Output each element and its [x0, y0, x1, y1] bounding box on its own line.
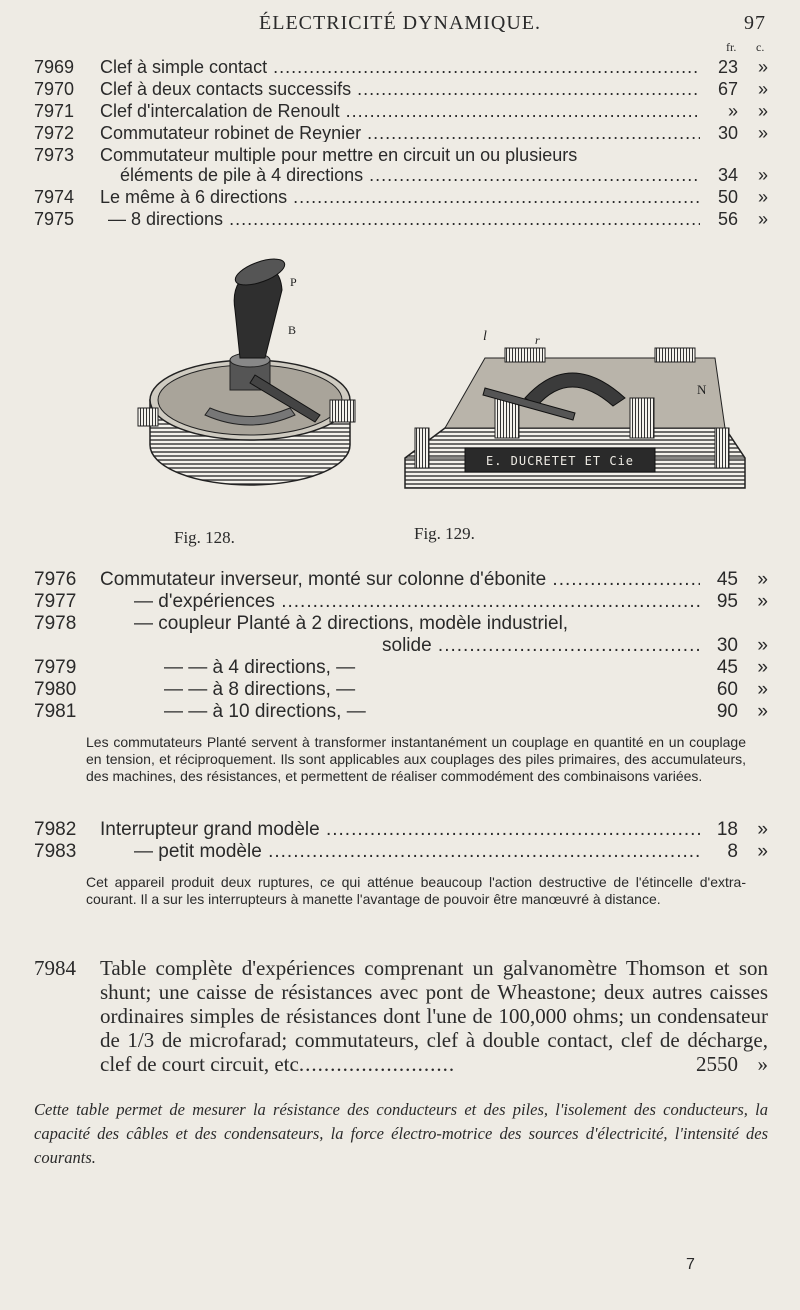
column-header-fr: fr.: [726, 40, 737, 54]
item-price-centimes: »: [757, 209, 768, 229]
page-header: [0, 12, 800, 36]
item-price-centimes: »: [757, 101, 768, 121]
item-price-centimes: »: [757, 569, 768, 590]
item-price-francs: »: [727, 101, 738, 121]
item-description: — — à 4 directions, —: [164, 658, 356, 678]
item-description: solide .....: [382, 636, 700, 656]
item-price-centimes: »: [757, 591, 768, 612]
figure-129-illustration: [385, 318, 765, 518]
item-description: éléments de pile à 4 directions .....: [120, 166, 700, 184]
list-item: [34, 820, 768, 840]
item-price-centimes: »: [757, 79, 768, 99]
item-price-francs: 95: [716, 591, 738, 612]
item-description: — — à 10 directions, —: [164, 702, 366, 722]
item-description: Commutateur multiple pour mettre en circuit un ou plusieurs: [100, 146, 578, 164]
item-number: 7980: [34, 679, 77, 700]
figure-129-label-n: N: [697, 382, 707, 397]
item-price-centimes: »: [757, 819, 768, 840]
signature-mark: 7: [686, 1256, 695, 1273]
price-wrap: [696, 1052, 768, 1076]
note-table: Cette table permet de mesurer la résistance des conducteurs et des piles, l'isolement des conducteurs, la capacité des câbles et des condensateurs, la force électro-motrice des sources d'électricité, l'intensité des courants.: [34, 1100, 768, 1167]
item-description: Clef d'intercalation de Renoult .....: [100, 102, 700, 120]
list-item: [34, 842, 768, 862]
item-price-francs: 23: [717, 57, 738, 77]
item-description: Clef à simple contact .....: [100, 58, 700, 76]
figure-129-nameplate: E. DUCRETET ET Cie: [485, 454, 635, 468]
item-description: Commutateur inverseur, monté sur colonne d'ébonite .....: [100, 570, 700, 590]
item-number: 7974: [34, 187, 75, 207]
item-price-centimes: »: [757, 841, 768, 862]
item-description: Interrupteur grand modèle .....: [100, 820, 700, 840]
list-item-continuation: [34, 636, 768, 656]
item-price-francs: 60: [716, 679, 738, 700]
item-description: Le même à 6 directions .....: [100, 188, 700, 206]
item-description-text: Table complète d'expériences comprenant un galvanomètre Thomson et son shunt; une caisse de résistances avec pont de Wheastone; deux autres caisses ordinaires simples de résistances dont l'une de 100,000 ohms; un condensateur de 1/3 de microfarad; commutateurs, clef à double contact, clef de décharge, clef de court circuit, etc: [100, 956, 768, 1076]
item-number: 7983: [34, 841, 77, 862]
list-item: [34, 188, 768, 206]
item-description: — — à 8 directions, —: [164, 680, 356, 700]
item-price-francs: 67: [717, 79, 738, 99]
item-price-francs: 8: [727, 841, 738, 862]
list-item: [34, 614, 768, 634]
item-price-francs: 45: [716, 569, 738, 590]
item-price-centimes: »: [757, 187, 768, 207]
column-header-c: c.: [756, 40, 765, 54]
item-description: — 8 directions .....: [108, 210, 700, 228]
leader-dots: .........................: [298, 1052, 456, 1076]
list-item: [34, 102, 768, 120]
item-number: 7972: [34, 123, 75, 143]
item-number: 7978: [34, 613, 77, 634]
item-number: 7970: [34, 79, 75, 99]
item-number: 7971: [34, 101, 75, 121]
list-item: [34, 658, 768, 678]
item-price-francs: 90: [716, 701, 738, 722]
item-description: — coupleur Planté à 2 directions, modèle industriel,: [134, 614, 569, 634]
figure-129-label-r: r: [535, 333, 540, 347]
item-price-centimes: »: [757, 657, 768, 678]
item-number: 7975: [34, 209, 75, 229]
item-price-francs: 45: [716, 657, 738, 678]
figure-128-illustration: [130, 250, 370, 520]
figure-129-caption: Fig. 129.: [414, 524, 475, 543]
figure-128-label-p: P: [290, 275, 297, 289]
item-price-francs: 2550: [696, 1052, 738, 1076]
list-item: [34, 570, 768, 590]
item-price-centimes: »: [757, 165, 768, 185]
page-number: 97: [744, 12, 766, 34]
list-item: [34, 702, 768, 722]
item-description: [100, 956, 768, 1076]
item-price-centimes: »: [757, 57, 768, 77]
note-interrupteur: Cet appareil produit deux ruptures, ce qui atténue beaucoup l'action destructive de l'étincelle d'extra-courant. Il a sur les interrupteurs à manette l'avantage de pouvoir être manœuvré à distance.: [86, 874, 746, 907]
item-description: — d'expériences .....: [134, 592, 700, 612]
note-commutateurs-plante: Les commutateurs Planté servent à transformer instantanément un couplage en quantité en un couplage en tension, et réciproquement. Ils sont applicables aux couplages des piles primaires, des accumulateurs, des machines, des résistances, et permettent de réaliser commodément des combinaisons variées.: [86, 734, 746, 784]
item-price-centimes: »: [757, 1052, 768, 1076]
item-price-francs: 34: [717, 165, 738, 185]
item-price-francs: 56: [717, 209, 738, 229]
item-number: 7979: [34, 657, 77, 678]
item-number: 7977: [34, 591, 77, 612]
item-number: 7981: [34, 701, 77, 722]
item-number: 7976: [34, 569, 77, 590]
item-description: Commutateur robinet de Reynier .....: [100, 124, 700, 142]
item-price-centimes: »: [757, 701, 768, 722]
list-item-continuation: [34, 166, 768, 184]
item-price-centimes: »: [757, 679, 768, 700]
item-number: 7982: [34, 819, 77, 840]
list-item: [34, 58, 768, 76]
item-description: Clef à deux contacts successifs .....: [100, 80, 700, 98]
item-price-francs: 30: [716, 635, 738, 656]
list-item: [34, 80, 768, 98]
item-description: — petit modèle .....: [134, 842, 700, 862]
figure-128-label-b: B: [288, 323, 297, 337]
item-price-centimes: »: [757, 635, 768, 656]
list-item-table-experiences: [34, 956, 768, 1086]
item-price-francs: 30: [717, 123, 738, 143]
page-title: ÉLECTRICITÉ DYNAMIQUE.: [259, 12, 541, 34]
list-item: [34, 592, 768, 612]
list-item: [34, 210, 768, 228]
list-item: [34, 146, 768, 164]
item-number: 7969: [34, 57, 75, 77]
item-number: 7973: [34, 145, 75, 165]
figure-128-caption: Fig. 128.: [174, 528, 235, 547]
item-price-centimes: »: [757, 123, 768, 143]
item-number: 7984: [34, 956, 76, 980]
item-price-francs: 50: [717, 187, 738, 207]
list-item: [34, 680, 768, 700]
figure-129-label-l: l: [483, 329, 487, 344]
item-price-francs: 18: [716, 819, 738, 840]
list-item: [34, 124, 768, 142]
